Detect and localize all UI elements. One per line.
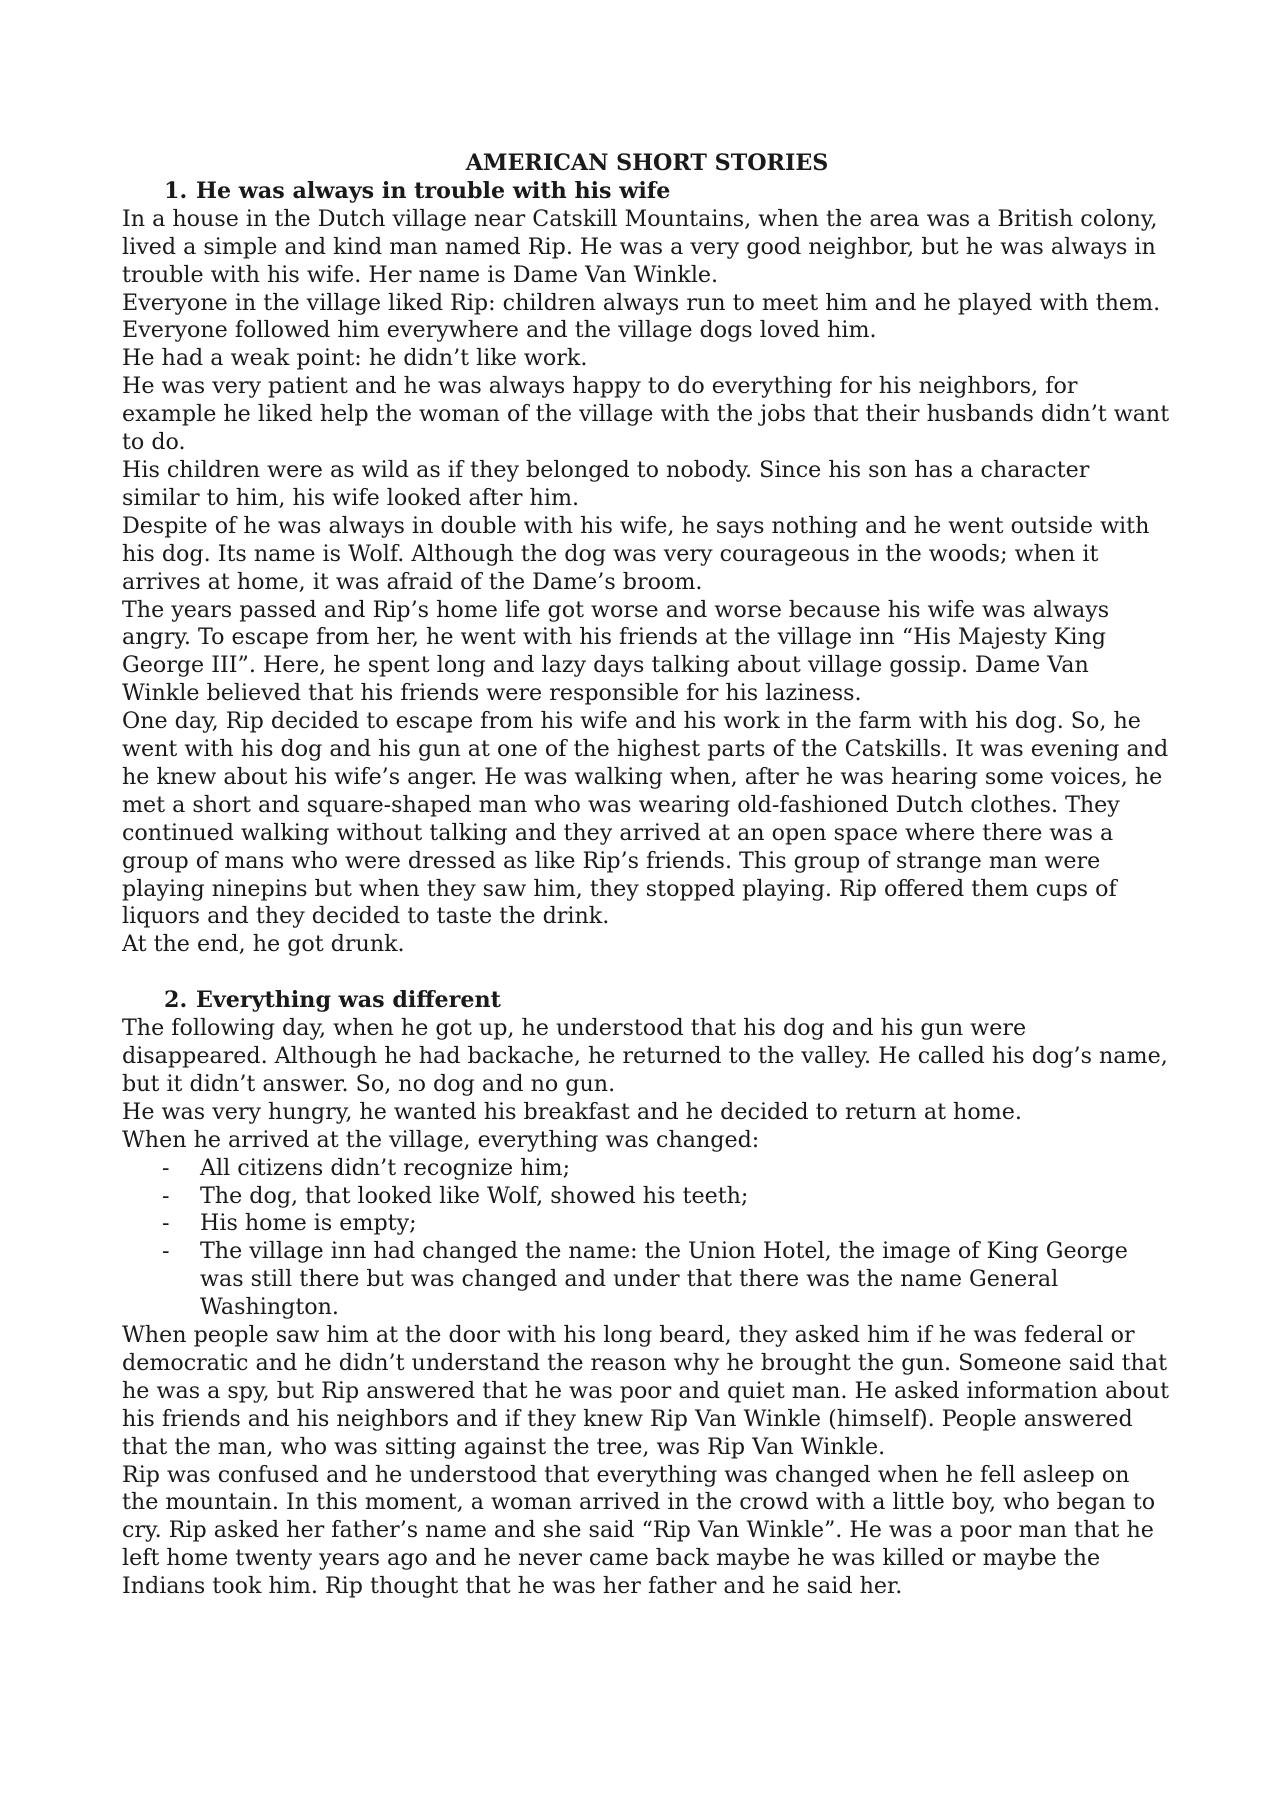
paragraph: Everyone in the village liked Rip: children always run to meet him and he played with them. Everyone followed him everywhere and the village dogs loved him.	[122, 289, 1161, 344]
section-heading-text: Everything was different	[196, 987, 501, 1014]
list-dash-marker: -	[162, 1238, 170, 1265]
list-dash-marker: -	[162, 1154, 170, 1181]
document-body	[122, 150, 1172, 1601]
list-item	[122, 1210, 1172, 1238]
paragraph: Rip was confused and he understood that everything was changed when he fell asleep on the mountain. In this moment, a woman arrived in the crowd with a little boy, who began to cry. Rip asked her father’s name and she said “Rip Van Winkle”. He was a poor man that he left home twenty years ago and he never came back maybe he was killed or maybe the Indians took him. Rip thought that he was her father and he said her.	[122, 1461, 1156, 1600]
paragraph: He was very patient and he was always happy to do everything for his neighbors, for example he liked help the woman of the village with the jobs that their husbands didn’t want to do.	[122, 373, 1170, 456]
paragraph: The following day, when he got up, he understood that his dog and his gun were disappeared. Although he had backache, he returned to the valley. He called his dog’s name, but it didn’t answer. So, no dog and no gun.	[122, 1015, 1168, 1097]
paragraph: When he arrived at the village, everything was changed:	[122, 1126, 760, 1153]
section-number: 2.	[164, 987, 188, 1014]
paragraph: In a house in the Dutch village near Catskill Mountains, when the area was a British colony, lived a simple and kind man named Rip. He was a very good neighbor, but he was always in trouble with his wife. Her name is Dame Van Winkle.	[122, 205, 1158, 288]
list-dash-marker: -	[162, 1210, 170, 1237]
section-1	[122, 178, 1172, 959]
list-dash-marker: -	[162, 1182, 170, 1209]
section-2	[122, 987, 1172, 1601]
paragraph: At the end, he got drunk.	[122, 931, 405, 958]
list-item-text: All citizens didn’t recognize him;	[200, 1154, 571, 1181]
section-heading	[122, 987, 1172, 1015]
list-item-text: His home is empty;	[200, 1210, 417, 1237]
paragraph: Despite of he was always in double with his wife, he says nothing and he went outside with his dog. Its name is Wolf. Although the dog was very courageous in the woods; when it arrives at home, it was afraid of the Dame’s broom.	[122, 512, 1150, 595]
document-title: AMERICAN SHORT STORIES	[465, 150, 829, 176]
paragraph: He was very hungry, he wanted his breakfast and he decided to return at home.	[122, 1098, 1022, 1125]
list-item	[122, 1238, 1172, 1322]
dash-list	[122, 1155, 1172, 1322]
paragraph: The years passed and Rip’s home life got worse and worse because his wife was always angry. To escape from her, he went with his friends at the village inn “His Majesty King George III”. Here, he spent long and lazy days talking about village gossip. Dame Van Winkle believed that his friends were responsible for his laziness.	[122, 596, 1110, 707]
paragraph: His children were as wild as if they belonged to nobody. Since his son has a character similar to him, his wife looked after him.	[122, 456, 1090, 511]
list-item-text: The village inn had changed the name: the Union Hotel, the image of King George was still there but was changed and under that there was the name General Washington.	[200, 1238, 1128, 1321]
section-heading	[122, 178, 1172, 206]
paragraph: When people saw him at the door with his long beard, they asked him if he was federal or democratic and he didn’t understand the reason why he brought the gun. Someone said that he was a spy, but Rip answered that he was poor and quiet man. He asked information about his friends and his neighbors and if they knew Rip Van Winkle (himself). People answered that the man, who was sitting against the tree, was Rip Van Winkle.	[122, 1322, 1169, 1460]
section-number: 1.	[164, 177, 188, 204]
paragraph: One day, Rip decided to escape from his wife and his work in the farm with his dog. So, he went with his dog and his gun at one of the highest parts of the Catskills. It was evening and he knew about his wife’s anger. He was walking when, after he was hearing some voices, he met a short and square-shaped man who was wearing old-fashioned Dutch clothes. They continued walking without talking and they arrived at an open space where there was a group of mans who were dressed as like Rip’s friends. This group of strange man were playing ninepins but when they saw him, they stopped playing. Rip offered them cups of liquors and they decided to taste the drink.	[122, 708, 1169, 930]
list-item	[122, 1183, 1172, 1211]
paragraph: He had a weak point: he didn’t like work.	[122, 345, 588, 372]
list-item-text: The dog, that looked like Wolf, showed his teeth;	[200, 1182, 749, 1209]
section-heading-text: He was always in trouble with his wife	[196, 177, 671, 204]
list-item	[122, 1155, 1172, 1183]
blank-line	[122, 959, 1172, 987]
